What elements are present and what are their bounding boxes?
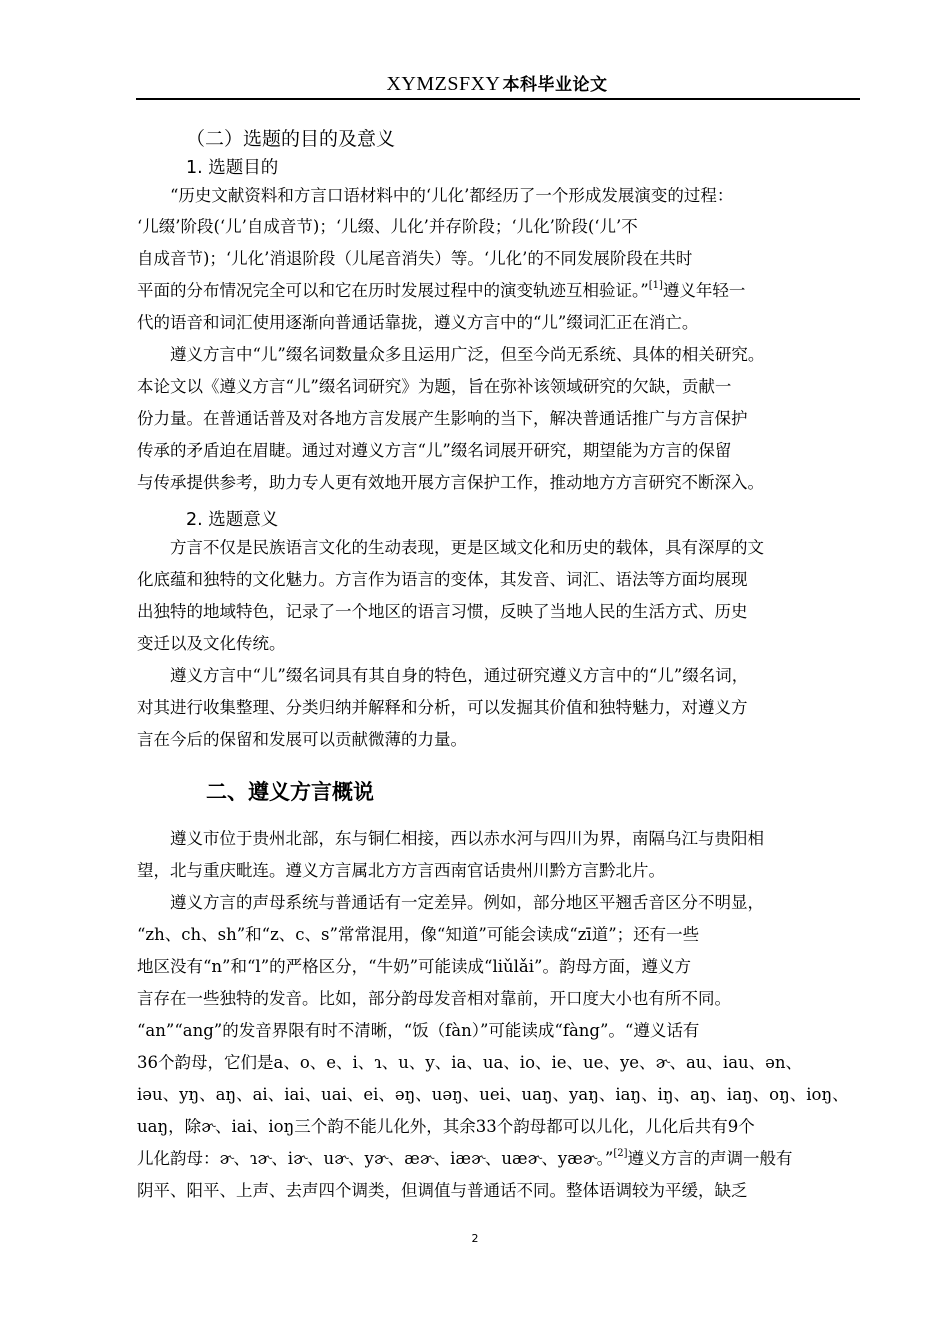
page-header <box>136 70 858 96</box>
paragraph-line: 本论文以《遵义方言“儿”缀名词研究》为题，旨在弥补该领域研究的欠缺，贡献一 <box>137 377 732 396</box>
text-span: 遵义年轻一 <box>662 281 746 300</box>
paragraph-line: 出独特的地域特色，记录了一个地区的语言习惯，反映了当地人民的生活方式、历史 <box>137 602 748 621</box>
paragraph-line: 对其进行收集整理、分类归纳并解释和分析，可以发掘其价值和独特魅力，对遵义方 <box>137 698 748 717</box>
section-heading-overview: 二、遵义方言概说 <box>206 780 374 804</box>
paragraph-line: 地区没有“n”和“l”的严格区分，“牛奶”可能读成“liǔlǎi”。韵母方面，遵义方 <box>137 957 691 976</box>
header-title <box>386 73 607 95</box>
subheading-significance: 2. 选题意义 <box>186 510 279 530</box>
page-number: 2 <box>471 1232 479 1245</box>
paragraph-line <box>137 280 746 300</box>
paragraph-line: 遵义方言中“儿”缀名词数量众多且运用广泛，但至今尚无系统、具体的相关研究。 <box>170 345 765 364</box>
header-rule <box>136 98 860 100</box>
paragraph-line <box>137 1148 793 1168</box>
paragraph-line: “an”“ang”的发音界限有时不清晰，“饭（fàn）”可能读成“fàng”。“遵义话有 <box>137 1021 700 1040</box>
paragraph-line: ‘儿缀’阶段(‘儿’自成音节)；‘儿缀、儿化’并存阶段；‘儿化’阶段(‘儿’不 <box>137 217 638 236</box>
paragraph-line: 变迁以及文化传统。 <box>137 634 286 653</box>
subheading-purpose: 1. 选题目的 <box>186 158 279 178</box>
paragraph-line: 阴平、阳平、上声、去声四个调类，但调值与普通话不同。整体语调较为平缓，缺乏 <box>137 1181 748 1200</box>
paragraph-line: 与传承提供参考，助力专人更有效地开展方言保护工作，推动地方方言研究不断深入。 <box>137 473 764 492</box>
section-heading-purpose: （二）选题的目的及意义 <box>186 128 396 150</box>
paragraph-line: iəu、yŋ、aŋ、ai、iai、uai、ei、əŋ、uəŋ、uei、uaŋ、yaŋ、iaŋ、iŋ、aŋ、iaŋ、oŋ、ioŋ、 <box>137 1085 849 1104</box>
paragraph-line: “历史文献资料和方言口语材料中的‘儿化’都经历了一个形成发展演变的过程： <box>170 186 734 205</box>
text-span: 遵义方言的声调一般有 <box>627 1149 793 1168</box>
footnote-ref-2: [2] <box>613 1148 628 1159</box>
header-cn: 本科毕业论文 <box>502 75 608 95</box>
paragraph-line: 遵义方言的声母系统与普通话有一定差异。例如，部分地区平翘舌音区分不明显， <box>170 893 764 912</box>
paragraph-line: uaŋ，除ɚ、iai、ioŋ三个韵不能儿化外，其余33个韵母都可以儿化，儿化后共有9个 <box>137 1117 755 1136</box>
paragraph-line: 36个韵母，它们是a、o、e、i、ɿ、u、y、ia、ua、io、ie、ue、ye、ɚ、au、iau、ən、 <box>137 1053 803 1072</box>
paragraph-line: 言在今后的保留和发展可以贡献微薄的力量。 <box>137 730 467 749</box>
paragraph-line: “zh、ch、sh”和“z、c、s”常常混用，像“知道”可能会读成“zī道”；还有一些 <box>137 925 700 944</box>
paragraph-line: 代的语音和词汇使用逐渐向普通话靠拢，遵义方言中的“儿”缀词汇正在消亡。 <box>137 313 699 332</box>
paragraph-line: 遵义方言中“儿”缀名词具有其自身的特色，通过研究遵义方言中的“儿”缀名词， <box>170 666 749 685</box>
paragraph-line: 遵义市位于贵州北部，东与铜仁相接，西以赤水河与四川为界，南隔乌江与贵阳相 <box>170 829 764 848</box>
paragraph-line: 望，北与重庆毗连。遵义方言属北方方言西南官话贵州川黔方言黔北片。 <box>137 861 665 880</box>
paragraph-line: 份力量。在普通话普及对各地方言发展产生影响的当下，解决普通话推广与方言保护 <box>137 409 748 428</box>
paragraph-line: 自成音节)；‘儿化’消退阶段（儿尾音消失）等。‘儿化’的不同发展阶段在共时 <box>137 249 693 268</box>
text-span: 平面的分布情况完全可以和它在历时发展过程中的演变轨迹互相验证。” <box>137 281 649 300</box>
paragraph-line: 传承的矛盾迫在眉睫。通过对遵义方言“儿”缀名词展开研究，期望能为方言的保留 <box>137 441 732 460</box>
paragraph-line: 方言不仅是民族语言文化的生动表现，更是区域文化和历史的载体，具有深厚的文 <box>170 538 764 557</box>
paragraph-line: 言存在一些独特的发音。比如，部分韵母发音相对靠前，开口度大小也有所不同。 <box>137 989 731 1008</box>
footnote-ref-1: [1] <box>648 280 663 291</box>
header-latin: XYMZSFXY <box>386 73 501 95</box>
paragraph-line: 化底蕴和独特的文化魅力。方言作为语言的变体，其发音、词汇、语法等方面均展现 <box>137 570 748 589</box>
text-span: 儿化韵母：ɚ、ɿɚ、iɚ、uɚ、yɚ、æɚ、iæɚ、uæɚ、yæɚ。” <box>137 1149 614 1168</box>
